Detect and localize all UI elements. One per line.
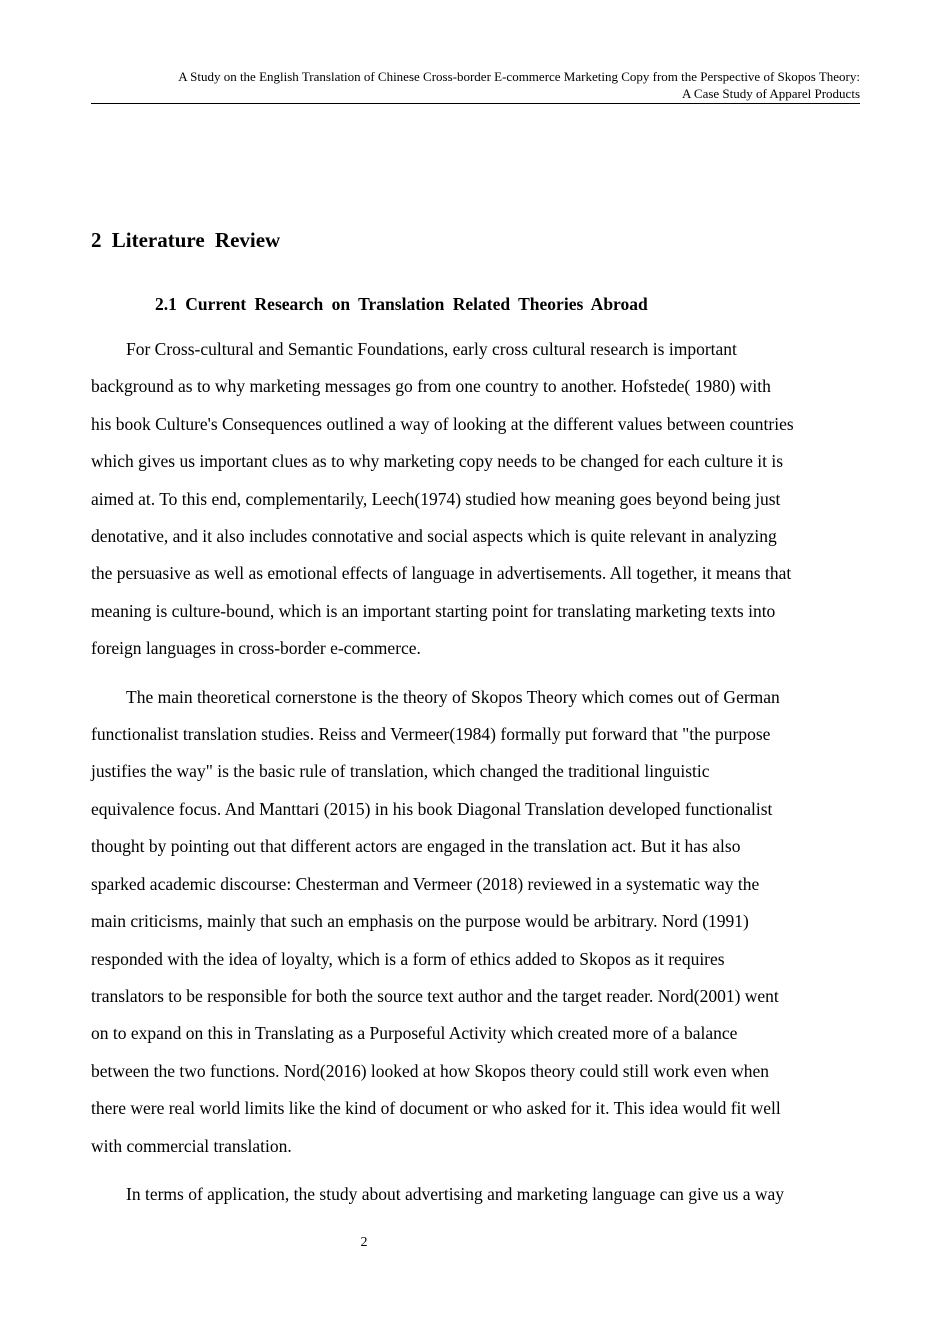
paragraph-line: functionalist translation studies. Reiss and Vermeer(1984) formally put forward that "the purpose bbox=[91, 724, 771, 745]
paragraph-line: between the two functions. Nord(2016) looked at how Skopos theory could still work even when bbox=[91, 1060, 769, 1081]
paragraph-line: justifies the way" is the basic rule of translation, which changed the traditional linguistic bbox=[91, 761, 710, 782]
paragraph-line: meaning is culture-bound, which is an important starting point for translating marketing texts into bbox=[91, 600, 776, 621]
running-header-line-1: A Study on the English Translation of Chinese Cross-border E-commerce Marketing Copy from the Perspective of Skopos Theory: bbox=[178, 69, 860, 84]
page-number: 2 bbox=[360, 1235, 368, 1250]
paragraph-line: there were real world limits like the kind of document or who asked for it. This idea would fit well bbox=[91, 1098, 781, 1119]
paragraph-line: the persuasive as well as emotional effects of language in advertisements. All together, it means that bbox=[91, 563, 792, 584]
section-heading: 2.1 Current Research on Translation Related Theories Abroad bbox=[155, 294, 648, 314]
paragraph-line: foreign languages in cross-border e-commerce. bbox=[91, 638, 421, 659]
body-paragraph bbox=[91, 679, 860, 1165]
paragraph-line: his book Culture's Consequences outlined a way of looking at the different values between countries bbox=[91, 413, 794, 434]
body-paragraph bbox=[91, 331, 860, 668]
paragraph-line: equivalence focus. And Manttari (2015) in his book Diagonal Translation developed functionalist bbox=[91, 798, 773, 819]
paragraph-line: translators to be responsible for both the source text author and the target reader. Nord(2001) went bbox=[91, 985, 779, 1006]
paragraph-line: responded with the idea of loyalty, which is a form of ethics added to Skopos as it requires bbox=[91, 948, 725, 969]
paragraph-line: with commercial translation. bbox=[91, 1135, 292, 1156]
chapter-heading: 2 Literature Review bbox=[91, 228, 281, 252]
paragraph-line: aimed at. To this end, complementarily, Leech(1974) studied how meaning goes beyond being just bbox=[91, 488, 781, 509]
paragraph-line: In terms of application, the study about advertising and marketing language can give us a way bbox=[126, 1183, 785, 1204]
paragraph-line: which gives us important clues as to why marketing copy needs to be changed for each culture it is bbox=[91, 451, 784, 472]
paragraph-line: sparked academic discourse: Chesterman and Vermeer (2018) reviewed in a systematic way the bbox=[91, 873, 760, 894]
paragraph-line: on to expand on this in Translating as a Purposeful Activity which created more of a balance bbox=[91, 1023, 738, 1044]
paragraph-line: background as to why marketing messages go from one country to another. Hofstede( 1980) with bbox=[91, 376, 771, 397]
paragraph-line: The main theoretical cornerstone is the theory of Skopos Theory which comes out of German bbox=[126, 686, 780, 707]
running-header-line-2: A Case Study of Apparel Products bbox=[681, 86, 860, 101]
paragraph-line: denotative, and it also includes connotative and social aspects which is quite relevant in analyzing bbox=[91, 526, 777, 547]
paragraph-line: For Cross-cultural and Semantic Foundations, early cross cultural research is important bbox=[126, 339, 737, 359]
running-header bbox=[91, 68, 860, 104]
body-text bbox=[91, 331, 860, 1224]
paragraph-line: thought by pointing out that different actors are engaged in the translation act. But it has also bbox=[91, 836, 741, 857]
body-paragraph bbox=[91, 1176, 860, 1213]
paragraph-line: main criticisms, mainly that such an emphasis on the purpose would be arbitrary. Nord (1991) bbox=[91, 911, 749, 932]
